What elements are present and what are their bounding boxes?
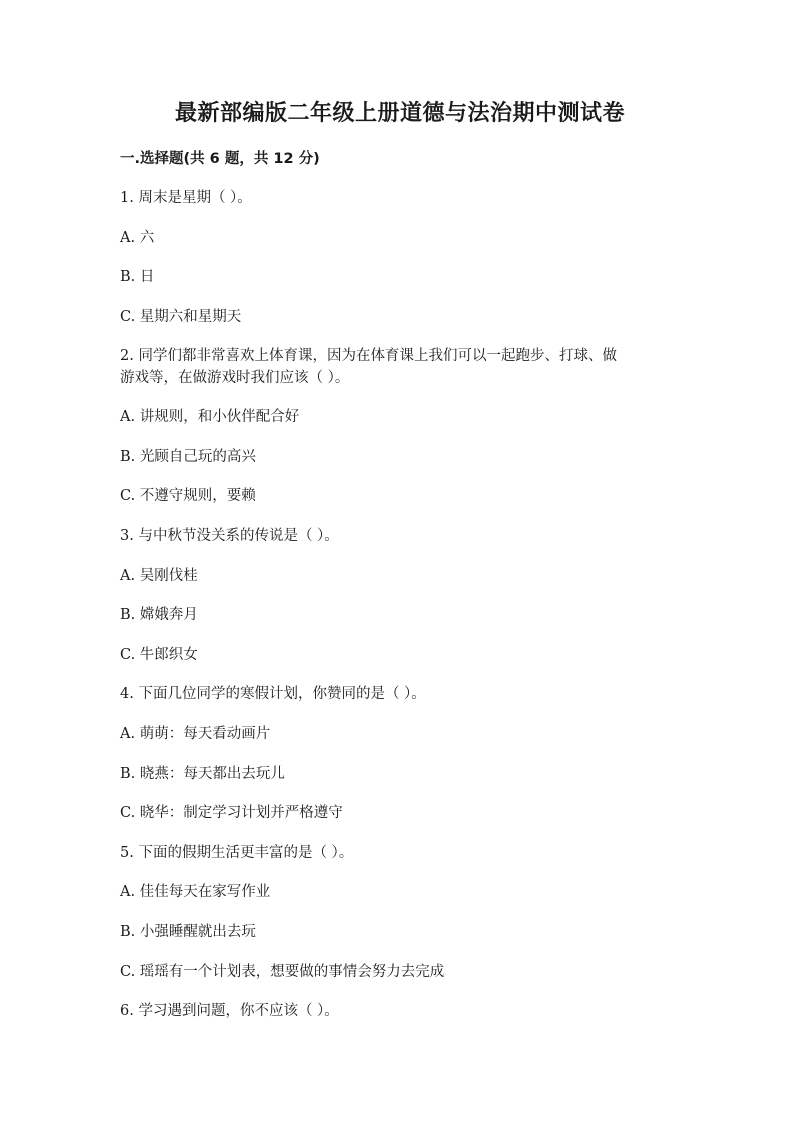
question-4-option-b: B. 晓燕：每天都出去玩儿: [120, 766, 285, 782]
question-2-option-b: B. 光顾自己玩的高兴: [120, 449, 256, 465]
section-heading: 一.选择题(共 6 题，共 12 分): [120, 151, 320, 167]
question-5-option-a: A. 佳佳每天在家写作业: [120, 884, 271, 900]
question-4-option-a: A. 萌萌：每天看动画片: [120, 726, 271, 742]
question-2-option-a: A. 讲规则，和小伙伴配合好: [120, 409, 300, 425]
question-3-option-b: B. 嫦娥奔月: [120, 607, 198, 623]
question-2-option-c: C. 不遵守规则，要赖: [120, 488, 256, 504]
page-title: 最新部编版二年级上册道德与法治期中测试卷: [174, 100, 625, 126]
question-5-option-c: C. 瑶瑶有一个计划表，想要做的事情会努力去完成: [120, 964, 445, 980]
question-5-stem: 5. 下面的假期生活更丰富的是（ ）。: [120, 845, 354, 861]
question-4-stem: 4. 下面几位同学的寒假计划，你赞同的是（ ）。: [120, 686, 426, 702]
question-1-stem: 1. 周末是星期（ ）。: [120, 190, 252, 206]
question-2-stem-line-2: 游戏等，在做游戏时我们应该（ ）。: [120, 370, 350, 386]
question-2-stem-line-1: 2. 同学们都非常喜欢上体育课，因为在体育课上我们可以一起跑步、打球、做: [120, 348, 617, 364]
question-3-stem: 3. 与中秋节没关系的传说是（ ）。: [120, 528, 339, 544]
question-1-option-b: B. 日: [120, 269, 155, 285]
question-6-stem: 6. 学习遇到问题，你不应该（ ）。: [120, 1003, 339, 1019]
question-1-option-a: A. 六: [120, 230, 155, 246]
question-3-option-a: A. 吴刚伐桂: [120, 568, 198, 584]
question-3-option-c: C. 牛郎织女: [120, 647, 198, 663]
question-4-option-c: C. 晓华：制定学习计划并严格遵守: [120, 805, 343, 821]
question-5-option-b: B. 小强睡醒就出去玩: [120, 924, 256, 940]
question-1-option-c: C. 星期六和星期天: [120, 309, 242, 325]
